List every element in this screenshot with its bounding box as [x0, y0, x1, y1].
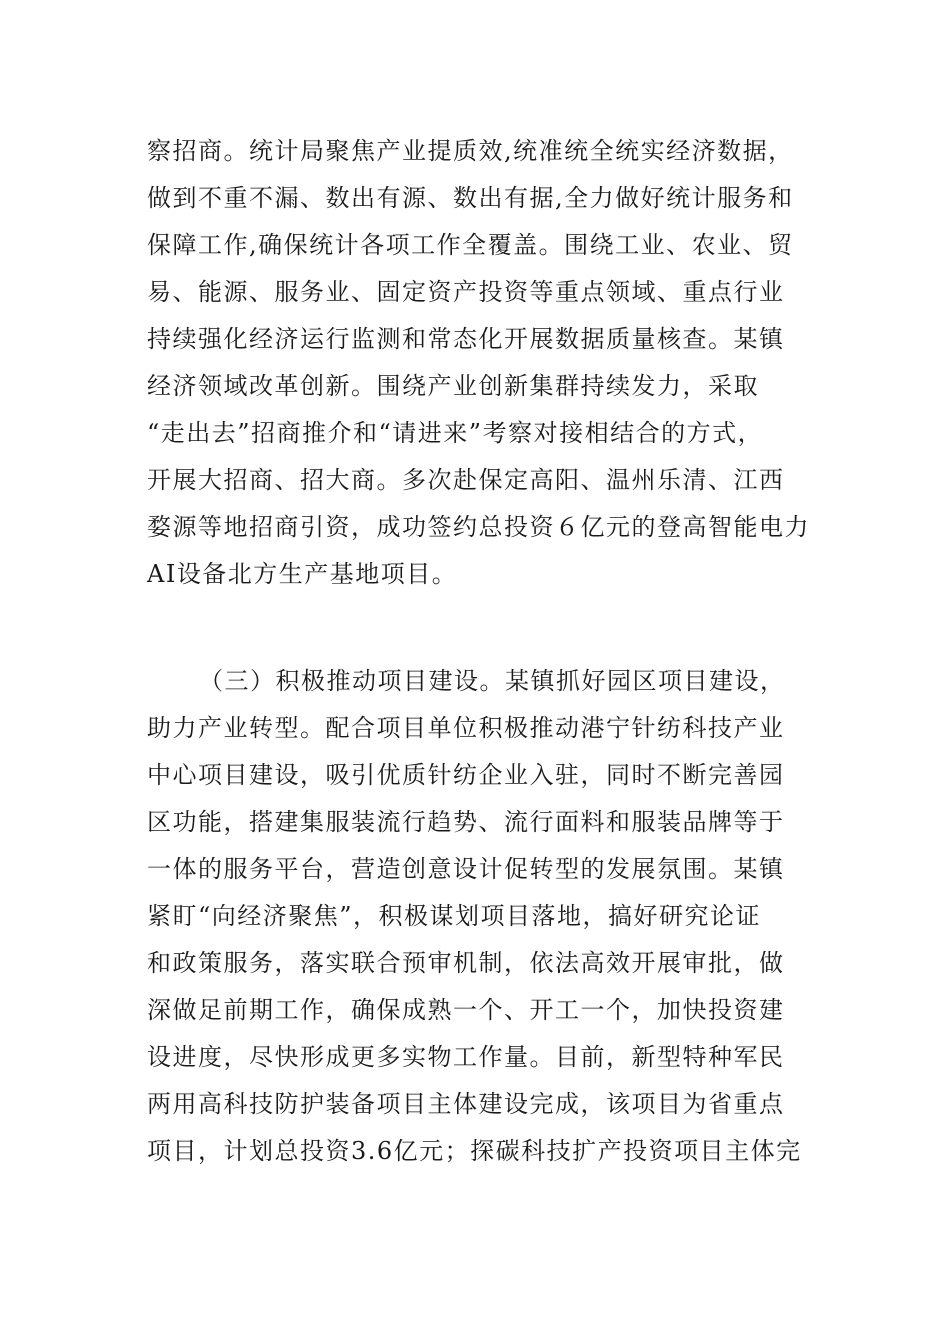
text-line: 助力产业转型。配合项目单位积极推动港宁针纺科技产业	[147, 714, 785, 742]
text-line: 保障工作,确保统计各项工作全覆盖。围绕工业、农业、贸	[147, 231, 794, 259]
text-line: 两用高科技防护装备项目主体建设完成，该项目为省重点	[147, 1090, 785, 1118]
text-line: 中心项目建设，吸引优质针纺企业入驻，同时不断完善园	[147, 761, 785, 789]
text-line: 区功能，搭建集服装流行趋势、流行面料和服装品牌等于	[147, 808, 785, 836]
text-line: 易、能源、服务业、固定资产投资等重点领域、重点行业	[147, 278, 785, 306]
text-line: 深做足前期工作，确保成熟一个、开工一个，加快投资建	[147, 996, 785, 1024]
text-line: AI设备北方生产基地项目。	[147, 560, 458, 588]
text-line: 一体的服务平台，营造创意设计促转型的发展氛围。某镇	[147, 855, 785, 883]
section-heading-line: （三）积极推动项目建设。某镇抓好园区项目建设，	[199, 667, 786, 695]
text-line: 婺源等地招商引资，成功签约总投资６亿元的登高智能电力	[147, 513, 810, 541]
text-line: 做到不重不漏、数出有源、数出有据,全力做好统计服务和	[147, 184, 794, 212]
text-line: 经济领域改革创新。围绕产业创新集群持续发力，采取	[147, 372, 759, 400]
text-line: 设进度，尽快形成更多实物工作量。目前，新型特种军民	[147, 1043, 785, 1071]
text-line: “走出去”招商推介和“请进来”考察对接相结合的方式，	[147, 419, 764, 447]
text-line: 项目，计划总投资3.6亿元；探碳科技扩产投资项目主体完	[147, 1137, 802, 1165]
text-line: 紧盯“向经济聚焦”，积极谋划项目落地，搞好研究论证	[147, 902, 762, 930]
text-line: 察招商。统计局聚焦产业提质效,统准统全统实经济数据，	[147, 137, 794, 165]
text-line: 开展大招商、招大商。多次赴保定高阳、温州乐清、江西	[147, 466, 785, 494]
text-line: 持续强化经济运行监测和常态化开展数据质量核查。某镇	[147, 325, 785, 353]
text-line: 和政策服务，落实联合预审机制，依法高效开展审批，做	[147, 949, 785, 977]
